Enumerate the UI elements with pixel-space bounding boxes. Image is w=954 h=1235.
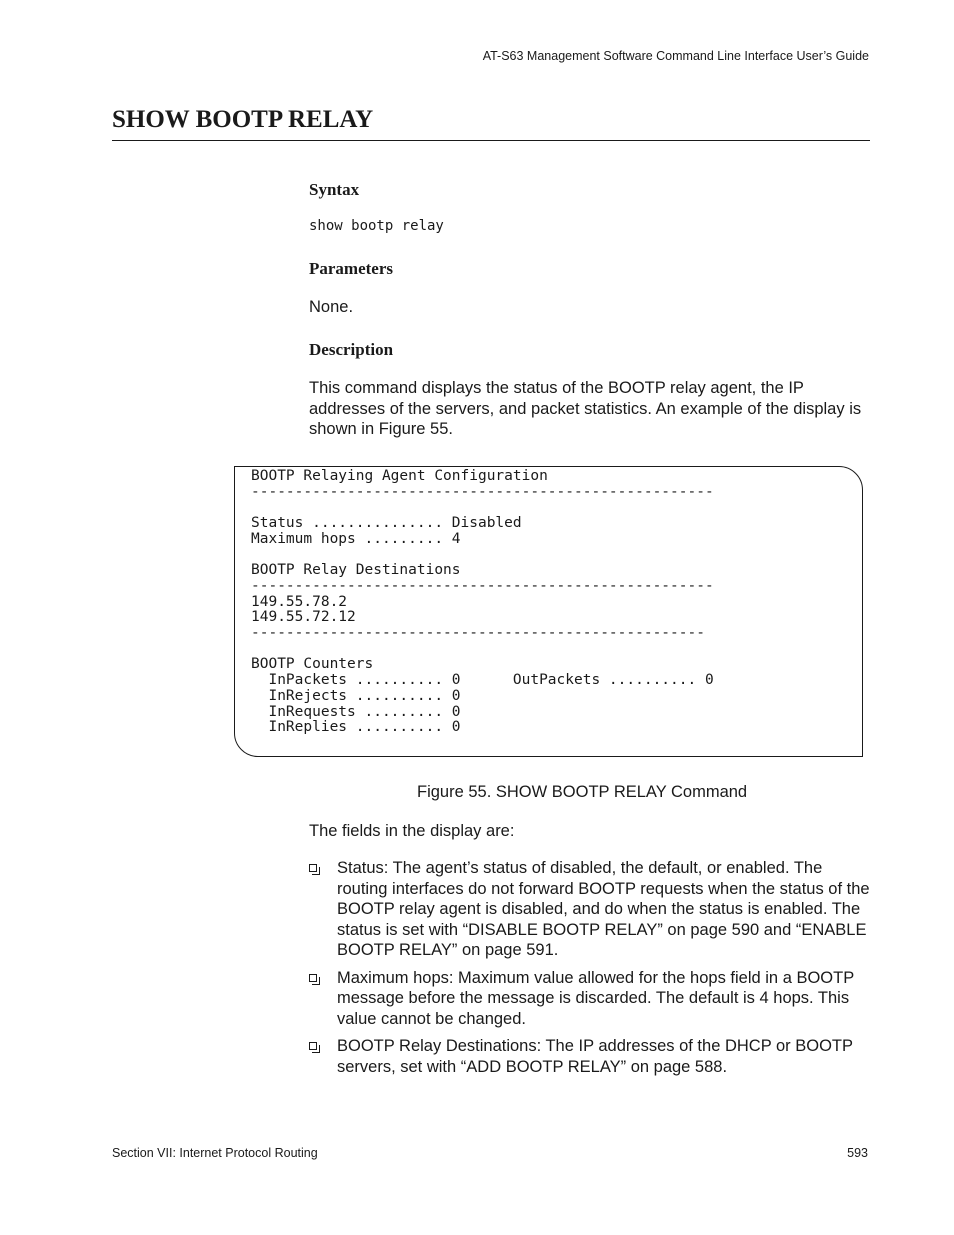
field-description: Status: The agent’s status of disabled, the default, or enabled. The routing interfaces do not forward BOOTP requests when the status of the BOOTP relay agent is disabled, and do when the status is enabled. The status is set with “DISABLE BOOTP RELAY” on page 590 and “ENABLE BOOTP RELAY” on page 591. — [337, 859, 870, 959]
figure-caption: Figure 55. SHOW BOOTP RELAY Command — [417, 783, 748, 801]
description-heading: Description — [309, 340, 394, 359]
field-description: BOOTP Relay Destinations: The IP addresses of the DHCP or BOOTP servers, set with “ADD BOOTP RELAY” on page 588. — [337, 1037, 853, 1076]
title-rule — [112, 140, 870, 141]
description-text: This command displays the status of the BOOTP relay agent, the IP addresses of the servers, and packet statistics. An example of the display is shown in Figure 55. — [309, 379, 862, 438]
list-item — [309, 1036, 871, 1077]
screen-output: BOOTP Relaying Agent Configuration ----------------------------------------------------- Status ............... Disabled Maximum hops ......... 4 BOOTP Relay Destinations ----------------------------------------------------- 149.55.78.2 149.55.72.12 ---------------------------------------------------- BOOTP Counters InPackets .......... 0 OutPackets .......... 0 InRejects .......... 0 InRequests ......... 0 InReplies .......... 0 — [251, 468, 714, 736]
running-header: AT-S63 Management Software Command Line Interface User’s Guide — [482, 49, 869, 63]
syntax-heading: Syntax — [309, 180, 360, 199]
footer-section: Section VII: Internet Protocol Routing — [112, 1146, 318, 1160]
parameters-heading: Parameters — [309, 259, 394, 278]
footer-page-number: 593 — [847, 1146, 868, 1160]
field-description: Maximum hops: Maximum value allowed for the hops field in a BOOTP message before the message is discarded. The default is 4 hops. This value cannot be changed. — [337, 968, 854, 1028]
page-title: SHOW BOOTP RELAY — [112, 106, 374, 133]
fields-list — [309, 858, 871, 1084]
list-item — [309, 858, 871, 961]
box-bullet-icon — [309, 864, 317, 872]
syntax-command: show bootp relay — [309, 218, 444, 234]
parameters-text: None. — [309, 298, 354, 316]
box-bullet-icon — [309, 974, 317, 982]
list-item — [309, 968, 871, 1030]
fields-intro: The fields in the display are: — [309, 822, 515, 840]
box-bullet-icon — [309, 1042, 317, 1050]
